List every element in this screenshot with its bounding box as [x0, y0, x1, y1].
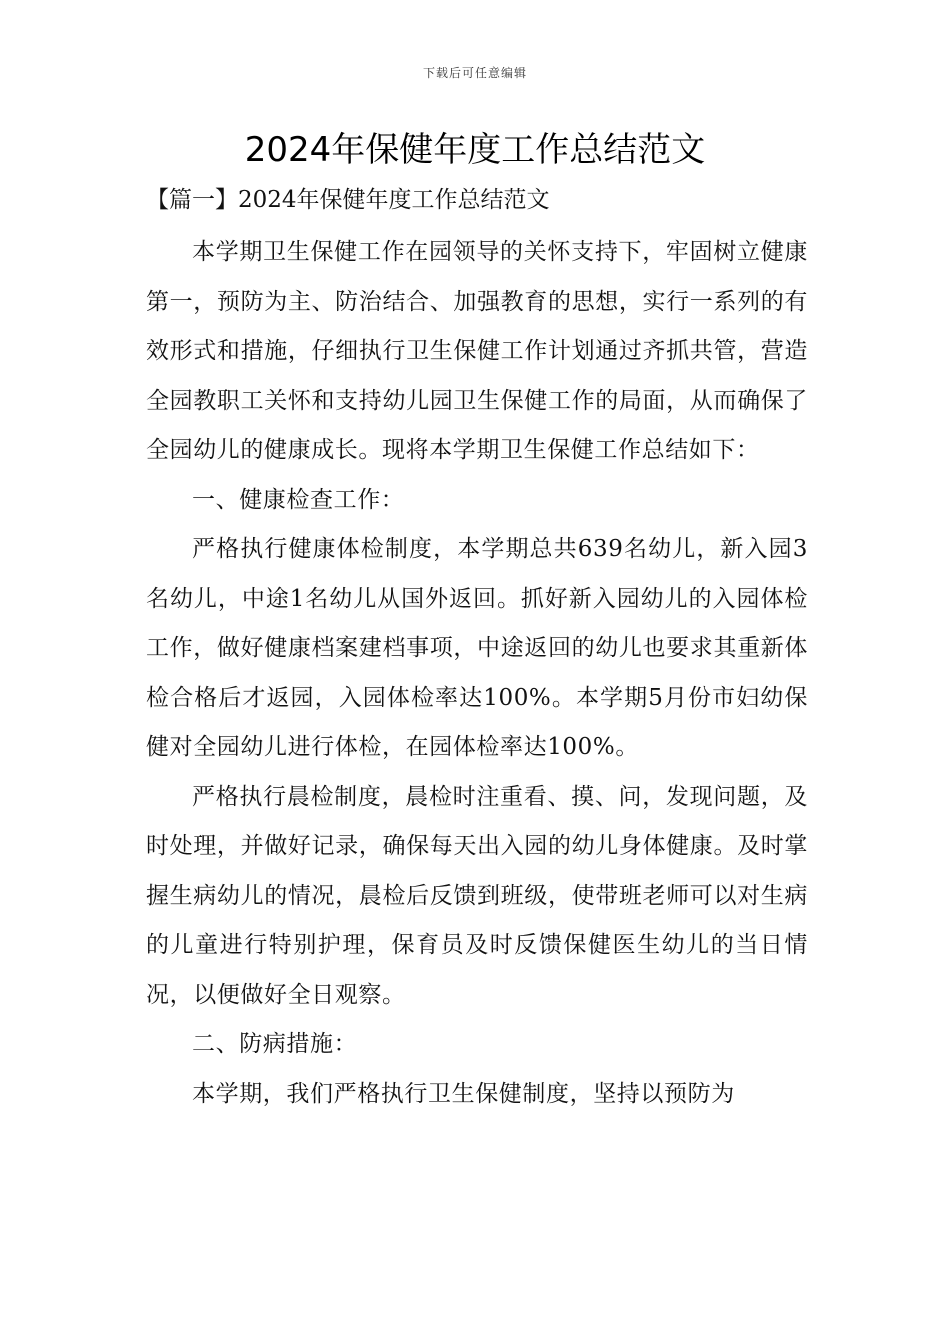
subheading-disease-prevention: 二、防病措施： [192, 1031, 358, 1057]
section-heading: 【篇一】2024年保健年度工作总结范文 [146, 187, 550, 213]
document-title: 2024年保健年度工作总结范文 [244, 130, 706, 170]
header-note: 下载后可任意编辑 [422, 66, 527, 80]
paragraph-morning-check: 严格执行晨检制度，晨检时注重看、摸、问，发现问题，及时处理，并做好记录，确保每天出入园的幼儿身体健康。及时掌握生病幼儿的情况，晨检后反馈到班级，使带班老师可以对生病的儿童进行特别护理，保育员及时反馈保健医生幼儿的当日情况，以便做好全日观察。 [146, 783, 808, 1008]
paragraph-health-check: 严格执行健康体检制度，本学期总共639名幼儿，新入园3名幼儿，中途1名幼儿从国外返回。抓好新入园幼儿的入园体检工作，做好健康档案建档事项，中途返回的幼儿也要求其重新体检合格后才返园，入园体检率达100%。本学期5月份市妇幼保健对全园幼儿进行体检，在园体检率达100%。 [146, 536, 808, 760]
document-body [146, 228, 808, 1119]
paragraph-intro: 本学期卫生保健工作在园领导的关怀支持下，牢固树立健康第一，预防为主、防治结合、加强教育的思想，实行一系列的有效形式和措施，仔细执行卫生保健工作计划通过齐抓共管，营造全园教职工关怀和支持幼儿园卫生保健工作的局面，从而确保了全园幼儿的健康成长。现将本学期卫生保健工作总结如下： [146, 239, 808, 463]
paragraph-disease-prevention: 本学期，我们严格执行卫生保健制度，坚持以预防为 [192, 1080, 735, 1107]
subheading-health-check: 一、健康检查工作： [192, 486, 405, 513]
